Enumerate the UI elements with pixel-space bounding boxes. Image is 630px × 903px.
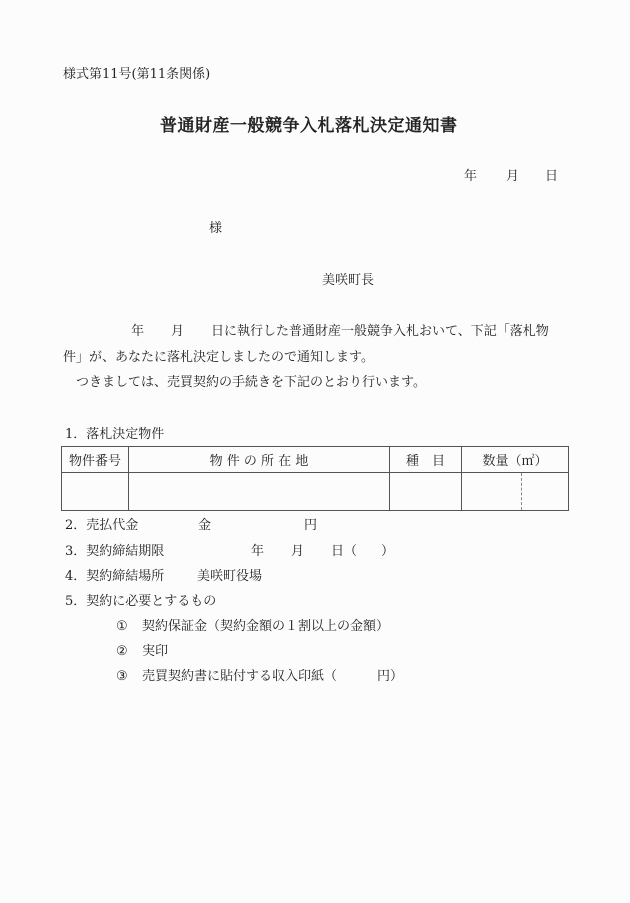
cell-category[interactable] [390,473,462,511]
document-title: 普通財産一般競争入札落札決定通知書 [160,116,458,136]
date-year-label: 年 [464,169,478,184]
header-quantity: 数量（㎡） [462,447,569,473]
body-month-label: 月 [171,324,185,339]
decimal-divider [521,473,522,510]
section-5-label: 5．契約に必要とするもの [65,594,217,609]
addressee-suffix: 様 [209,221,223,236]
body-line-3: つきましては、売買契約の手続きを下記のとおり行います。 [76,375,426,390]
date-day-label: 日 [545,169,559,184]
deadline-year-label: 年 [251,544,265,559]
item-2-text: 実印 [142,644,169,659]
section-4-label: 4．契約締結場所 [65,569,165,584]
cell-property-location[interactable] [129,473,390,511]
price-suffix: 円 [304,518,318,533]
body-year-label: 年 [131,324,145,339]
header-property-number: 物件番号 [62,447,129,473]
deadline-close-paren: ） [381,544,395,559]
contract-location: 美咲町役場 [197,569,263,584]
price-prefix: 金 [198,518,212,533]
property-table [61,446,569,511]
table-row [62,473,569,511]
header-category: 種 目 [390,447,462,473]
section-2-label: 2．売払代金 [65,518,139,533]
form-number: 様式第11号(第11条関係) [63,67,211,82]
date-month-label: 月 [506,169,520,184]
body-line-2: 件」が、あなたに落札決定しましたので通知します。 [63,350,374,365]
item-1-text: 契約保証金（契約金額の１割以上の金額） [142,619,390,634]
body-line-1: 日に執行した普通財産一般競争入札おいて、下記「落札物 [211,324,549,339]
section-1-label: 1．落札決定物件 [65,427,165,442]
item-3-marker: ③ [116,669,128,684]
item-2-marker: ② [116,644,128,659]
cell-property-number[interactable] [62,473,129,511]
deadline-month-label: 月 [291,544,305,559]
table-header-row [62,447,569,473]
item-1-marker: ① [116,619,128,634]
section-3-label: 3．契約締結期限 [65,544,165,559]
cell-quantity[interactable] [462,473,569,511]
deadline-day-label: 日（ [331,544,358,559]
item-3-close: 円） [377,669,404,684]
header-property-location: 物 件 の 所 在 地 [129,447,390,473]
item-3-text: 売買契約書に貼付する収入印紙（ [142,669,338,684]
issuer-name: 美咲町長 [322,273,375,288]
